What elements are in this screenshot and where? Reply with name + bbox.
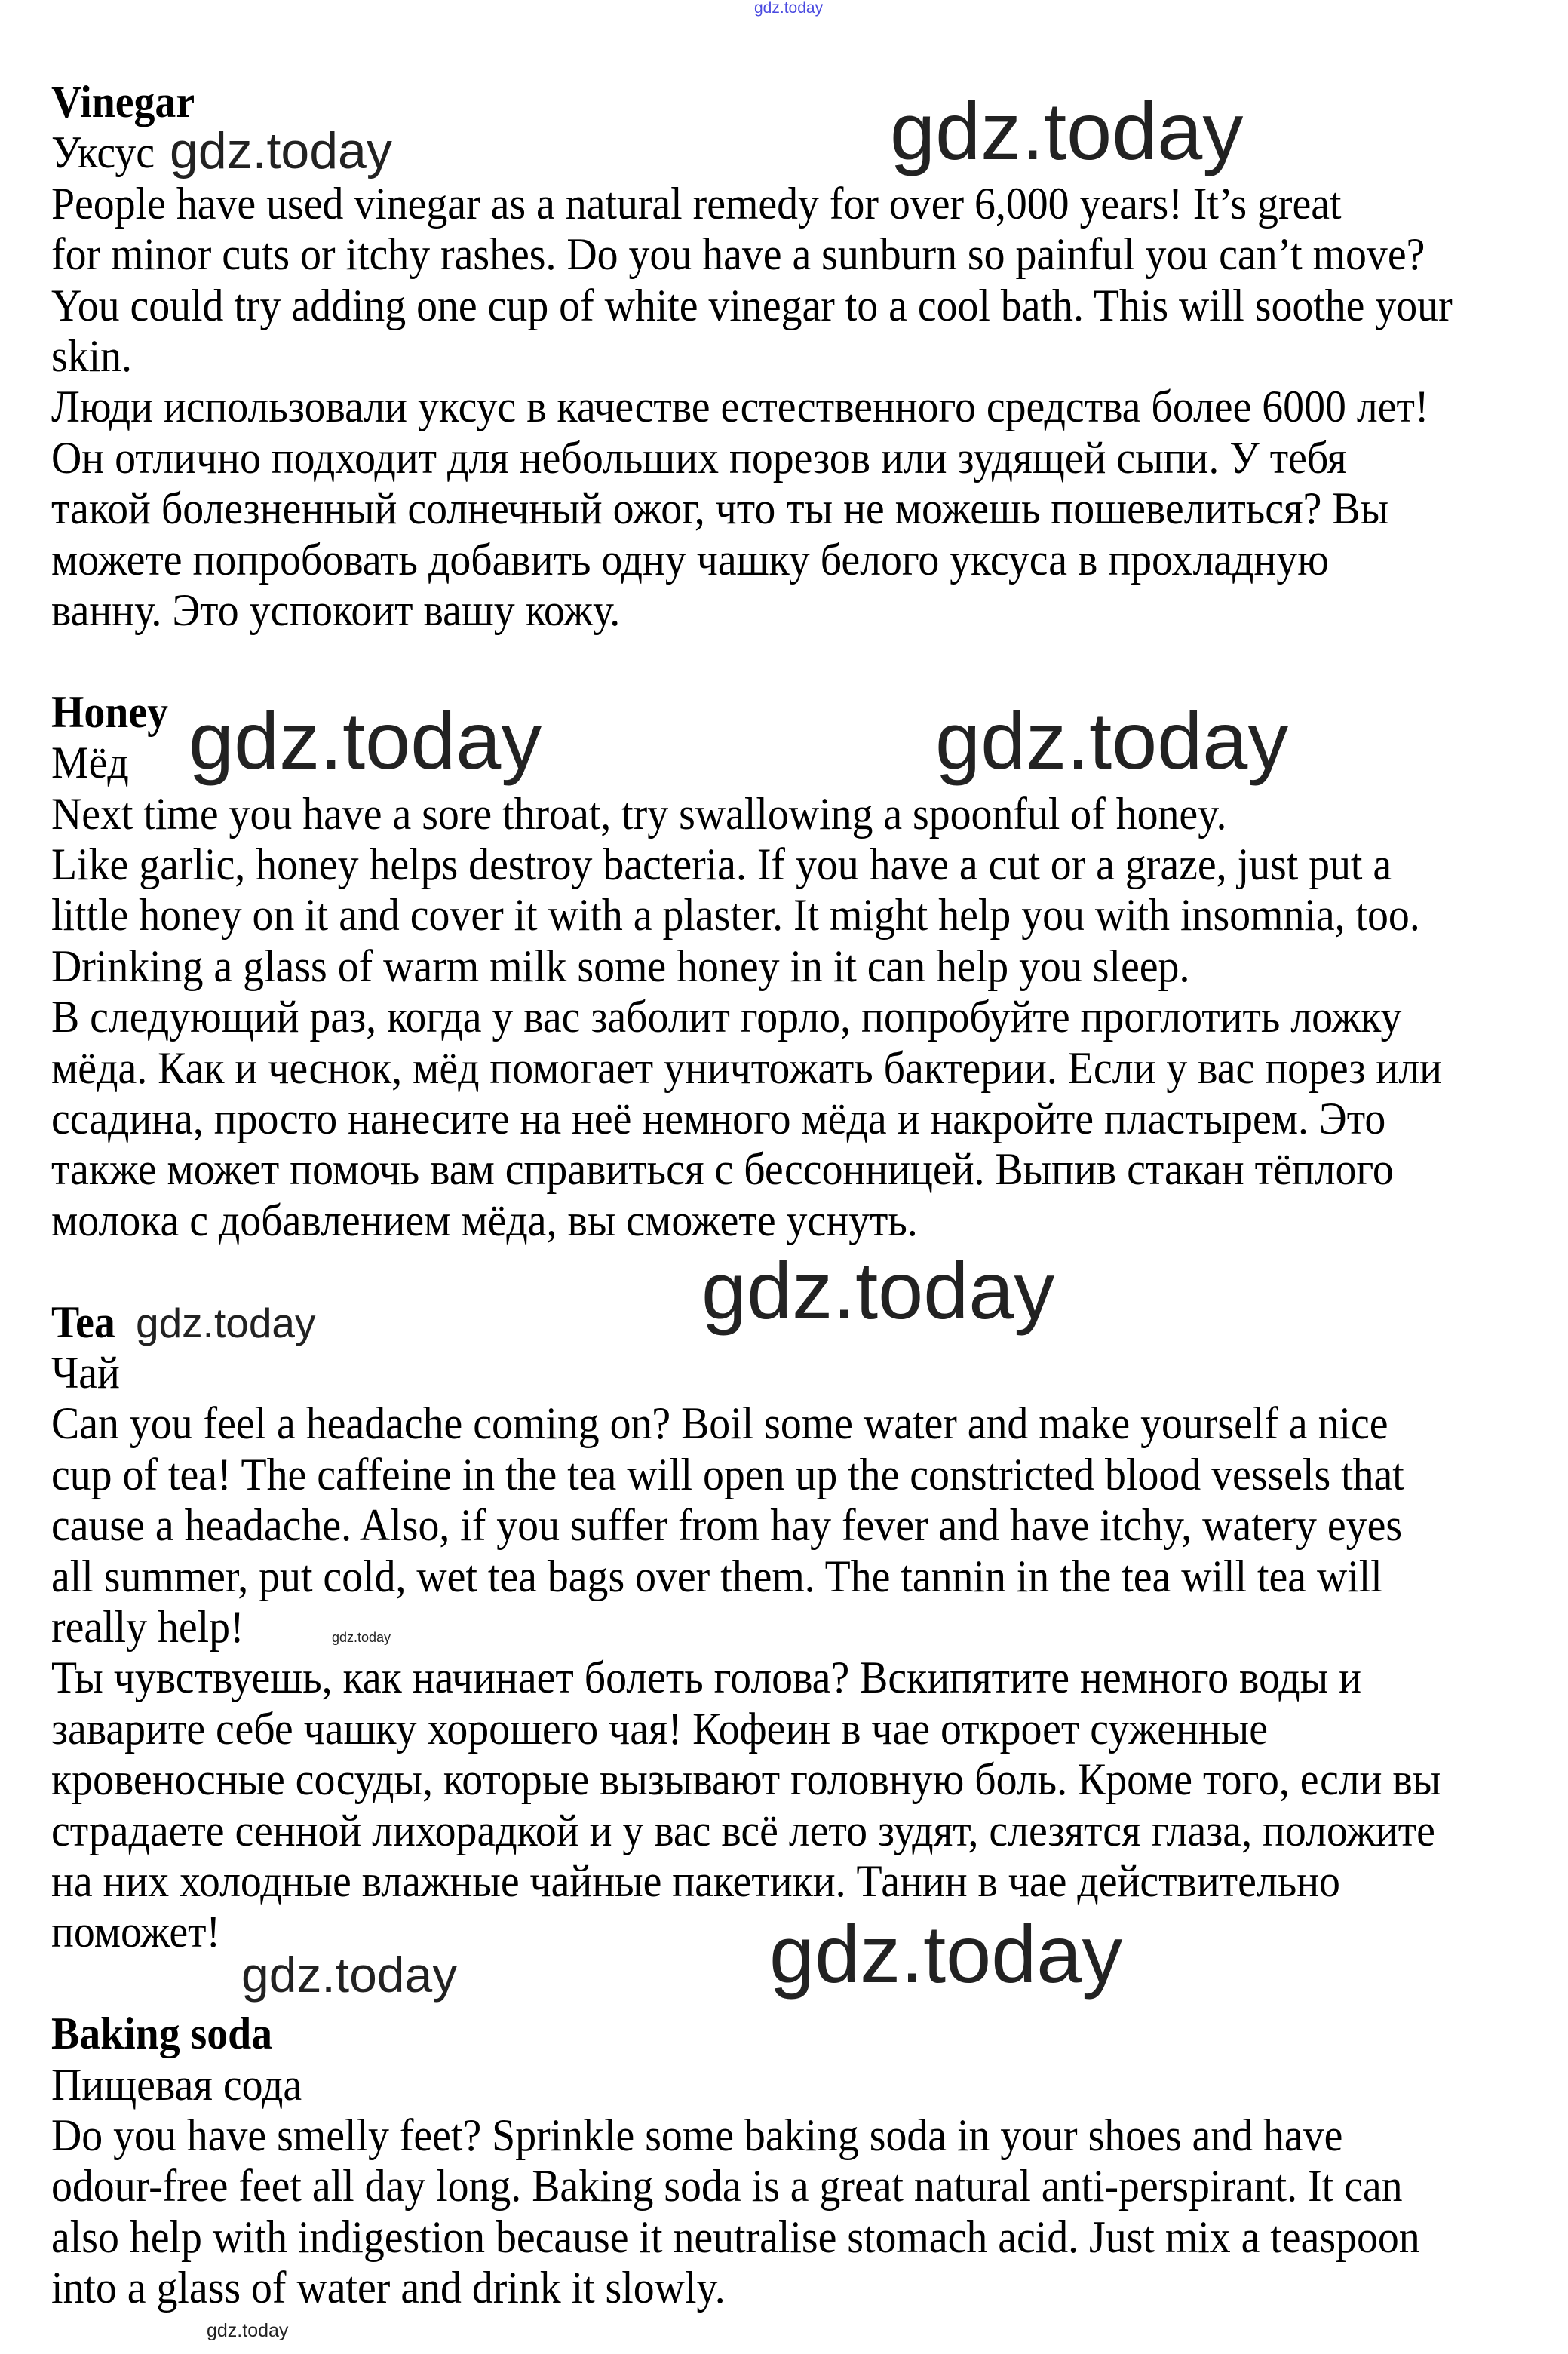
watermark: gdz.today [332,1630,391,1645]
english-text-line: into a glass of water and drink it slowly. [51,2263,726,2313]
russian-text-line: поможет! [51,1907,221,1957]
russian-text-line: мёда. Как и чеснок, мёд помогает уничтожать бактерии. Если у вас порез или [51,1042,1442,1093]
russian-text-line: заварите себе чашку хорошего чая! Кофеин в чае откроет суженные [51,1703,1268,1754]
section-heading: Baking soda [51,2009,273,2059]
english-text-line: People have used vinegar as a natural remedy for over 6,000 years! It’s great [51,178,1342,229]
watermark: gdz.today [769,1908,1123,2000]
russian-text-line: можете попробовать добавить одну чашку белого уксуса в прохладную [51,534,1329,585]
watermark: gdz.today [136,1300,316,1346]
russian-text-line: ванну. Это успокоит вашу кожу. [51,585,621,635]
watermark: gdz.today [701,1245,1055,1336]
watermark: gdz.today [241,1947,458,2003]
russian-text-line: страдаете сенной лихорадкой и у вас всё лето зудят, слезятся глаза, положите [51,1805,1435,1855]
english-text-line: skin. [51,331,132,381]
russian-text-line: молока с добавлением мёда, вы сможете уснуть. [51,1195,918,1245]
english-text-line: Do you have smelly feet? Sprinkle some baking soda in your shoes and have [51,2110,1343,2160]
section-translation-heading: Уксус [51,127,155,178]
english-text-line: odour-free feet all day long. Baking soda is a great natural anti-perspirant. It can [51,2161,1403,2211]
russian-text-line: Ты чувствуешь, как начинает болеть голова? Вскипятите немного воды и [51,1653,1361,1703]
english-text-line: also help with indigestion because it neutralise stomach acid. Just mix a teaspoon [51,2211,1420,2262]
watermark: gdz.today [935,695,1289,786]
section-heading: Vinegar [51,77,195,127]
watermark: gdz.today [189,695,542,786]
english-text-line: Next time you have a sore throat, try swallowing a spoonful of honey. [51,788,1227,839]
english-text-line: Can you feel a headache coming on? Boil some water and make yourself a nice [51,1398,1388,1449]
english-text-line: Like garlic, honey helps destroy bacteria. If you have a cut or a graze, just put a [51,839,1392,889]
russian-text-line: кровеносные сосуды, которые вызывают головную боль. Кроме того, если вы [51,1754,1441,1805]
russian-text-line: В следующий раз, когда у вас заболит горло, попробуйте проглотить ложку [51,992,1402,1042]
section-heading: Honey [51,686,169,737]
watermark: gdz.today [890,85,1244,176]
english-text-line: really help! [51,1602,244,1652]
english-text-line: little honey on it and cover it with a plaster. It might help you with insomnia, too. [51,890,1420,941]
watermark: gdz.today [170,122,392,180]
russian-text-line: Люди использовали уксус в качестве естественного средства более 6000 лет! [51,382,1429,432]
english-text-line: Drinking a glass of warm milk some honey in it can help you sleep. [51,941,1190,991]
russian-text-line: такой болезненный солнечный ожог, что ты не можешь пошевелиться? Вы [51,483,1389,534]
watermark: gdz.today [207,2320,289,2341]
english-text-line: for minor cuts or itchy rashes. Do you have a sunburn so painful you can’t move? [51,229,1425,280]
section-translation-heading: Чай [51,1348,120,1398]
russian-text-line: Он отлично подходит для небольших порезов или зудящей сыпи. У тебя [51,432,1347,483]
section-heading: Tea [51,1297,115,1347]
russian-text-line: на них холодные влажные чайные пакетики. Танин в чае действительно [51,1856,1340,1906]
english-text-line: cause a headache. Also, if you suffer from hay fever and have itchy, watery eyes [51,1500,1403,1551]
english-text-line: cup of tea! The caffeine in the tea will open up the constricted blood vessels that [51,1449,1404,1499]
watermark-top: gdz.today [754,0,824,17]
russian-text-line: также может помочь вам справиться с бессонницей. Выпив стакан тёплого [51,1144,1394,1195]
section-translation-heading: Мёд [51,738,129,788]
english-text-line: all summer, put cold, wet tea bags over them. The tannin in the tea will tea will [51,1551,1382,1601]
russian-text-line: ссадина, просто нанесите на неё немного мёда и накройте пластырем. Это [51,1094,1386,1143]
section-translation-heading: Пищевая сода [51,2059,302,2110]
english-text-line: You could try adding one cup of white vinegar to a cool bath. This will soothe your [51,280,1453,330]
